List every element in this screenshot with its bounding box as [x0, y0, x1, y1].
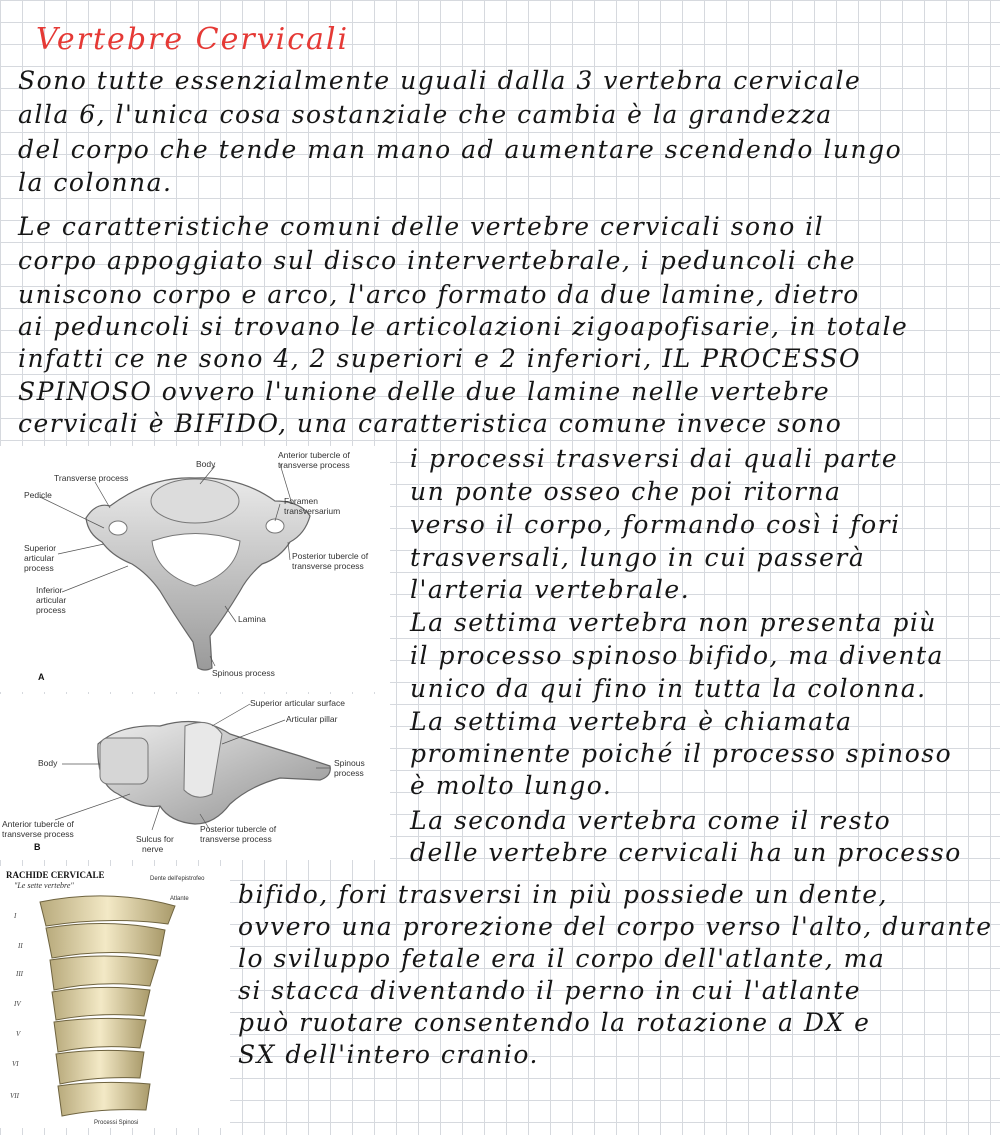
foramen-transversarium-left	[109, 521, 127, 535]
text-line: La settima vertebra è chiamata	[410, 707, 853, 736]
text-line: bifido, fori trasversi in più possiede un dente,	[238, 880, 888, 909]
label-superior-articular-2: articular	[24, 553, 55, 563]
text-line: ovvero una prorezione del corpo verso l'alto, durante	[238, 912, 993, 941]
text-line: l'arteria vertebrale.	[410, 575, 691, 604]
text-line: prominente poiché il processo spinoso	[410, 739, 953, 768]
numeral-II: II	[18, 942, 23, 950]
numeral-VI: VI	[12, 1060, 19, 1068]
text-line: del corpo che tende man mano ad aumentare scendendo lungo	[18, 135, 903, 164]
cervical-vertebrae-stack	[40, 896, 175, 1116]
text-line: delle vertebre cervicali ha un processo	[410, 838, 962, 867]
numeral-I: I	[14, 912, 17, 920]
text-line: trasversali, lungo in cui passerà	[410, 543, 866, 572]
text-line: può ruotare consentendo la rotazione a DX e	[238, 1008, 871, 1037]
label-body: Body	[196, 459, 216, 469]
label-sulcus-2: nerve	[142, 844, 164, 854]
label-lateral-body: Body	[38, 758, 58, 768]
text-line: SPINOSO ovvero l'unione delle due lamine nelle vertebre	[18, 377, 831, 406]
text-line: alla 6, l'unica cosa sostanziale che cambia è la grandezza	[18, 100, 833, 129]
text-line: Le caratteristiche comuni delle vertebre cervicali sono il	[18, 212, 825, 241]
text-line: uniscono corpo e arco, l'arco formato da due lamine, dietro	[18, 280, 860, 309]
label-foramen-1: Foramen	[284, 496, 319, 506]
label-atlante: Atlante	[170, 896, 189, 902]
label-b-posterior-tubercle-2: transverse process	[200, 834, 272, 844]
numeral-VII: VII	[10, 1092, 19, 1100]
spine-subheading: "Le sette vertebre"	[14, 881, 74, 890]
spine-heading: RACHIDE CERVICALE	[6, 870, 105, 880]
label-processi-spinosi: Processi Spinosi	[94, 1120, 139, 1126]
label-posterior-tubercle-1: Posterior tubercle of	[292, 551, 369, 561]
text-line: i processi trasversi dai quali parte	[410, 444, 899, 473]
label-superior-articular-3: process	[24, 563, 54, 573]
figure-a-caption: A	[38, 672, 45, 682]
text-line: unico da qui fino in tutta la colonna.	[410, 674, 927, 703]
label-spinous-process: Spinous process	[212, 668, 275, 678]
text-line: lo sviluppo fetale era il corpo dell'atlante, ma	[238, 944, 886, 973]
figure-a-vertebra-superior	[0, 446, 390, 692]
text-line: cervicali è BIFIDO, una caratteristica comune invece sono	[18, 409, 843, 438]
text-line: corpo appoggiato sul disco intervertebrale, i peduncoli che	[18, 246, 857, 275]
label-articular-pillar: Articular pillar	[286, 714, 338, 724]
numeral-V: V	[16, 1030, 21, 1038]
label-pedicle: Pedicle	[24, 490, 52, 500]
label-superior-surface: Superior articular surface	[250, 698, 345, 708]
label-posterior-tubercle-2: transverse process	[292, 561, 364, 571]
label-inferior-articular-2: articular	[36, 595, 67, 605]
label-anterior-tubercle-1: Anterior tubercle of	[278, 450, 350, 460]
label-superior-articular-1: Superior	[24, 543, 57, 553]
text-line: un ponte osseo che poi ritorna	[410, 477, 842, 506]
text-line: Sono tutte essenzialmente uguali dalla 3 vertebra cervicale	[18, 66, 862, 95]
text-line: verso il corpo, formando così i fori	[410, 510, 901, 539]
label-sulcus-1: Sulcus for	[136, 834, 174, 844]
label-b-posterior-tubercle-1: Posterior tubercle of	[200, 824, 277, 834]
text-line: è molto lungo.	[410, 771, 613, 800]
label-inferior-articular-1: Inferior	[36, 585, 63, 595]
label-anterior-tubercle-2: transverse process	[278, 460, 350, 470]
figure-b-caption: B	[34, 842, 41, 852]
numeral-IV: IV	[14, 1000, 21, 1008]
label-lateral-spinous-2: process	[334, 768, 364, 778]
label-inferior-articular-3: process	[36, 605, 66, 615]
text-line: si stacca diventando il perno in cui l'atlante	[238, 976, 862, 1005]
label-b-anterior-tubercle-2: transverse process	[2, 829, 74, 839]
text-line: SX dell'intero cranio.	[238, 1040, 539, 1069]
label-transverse-process: Transverse process	[54, 473, 129, 483]
text-line: La seconda vertebra come il resto	[410, 806, 892, 835]
text-line: ai peduncoli si trovano le articolazioni zigoapofisarie, in totale	[18, 312, 909, 341]
label-foramen-2: transversarium	[284, 506, 341, 516]
text-line: La settima vertebra non presenta più	[410, 608, 937, 637]
foramen-transversarium-right	[266, 519, 284, 533]
label-dente: Dente dell'epistrofeo	[150, 876, 205, 882]
text-line: la colonna.	[18, 168, 173, 197]
vertebral-body	[151, 479, 239, 523]
page-title: Vertebre Cervicali	[36, 22, 350, 57]
label-lateral-spinous-1: Spinous	[334, 758, 365, 768]
figure-c-cervical-spine	[0, 866, 230, 1128]
label-b-anterior-tubercle-1: Anterior tubercle of	[2, 819, 74, 829]
text-line: infatti ce ne sono 4, 2 superiori e 2 inferiori, IL PROCESSO	[18, 344, 861, 373]
numeral-III: III	[16, 970, 23, 978]
lateral-body	[100, 738, 148, 784]
text-line: il processo spinoso bifido, ma diventa	[410, 641, 944, 670]
label-lamina: Lamina	[238, 614, 266, 624]
figure-b-vertebra-lateral	[0, 694, 390, 860]
